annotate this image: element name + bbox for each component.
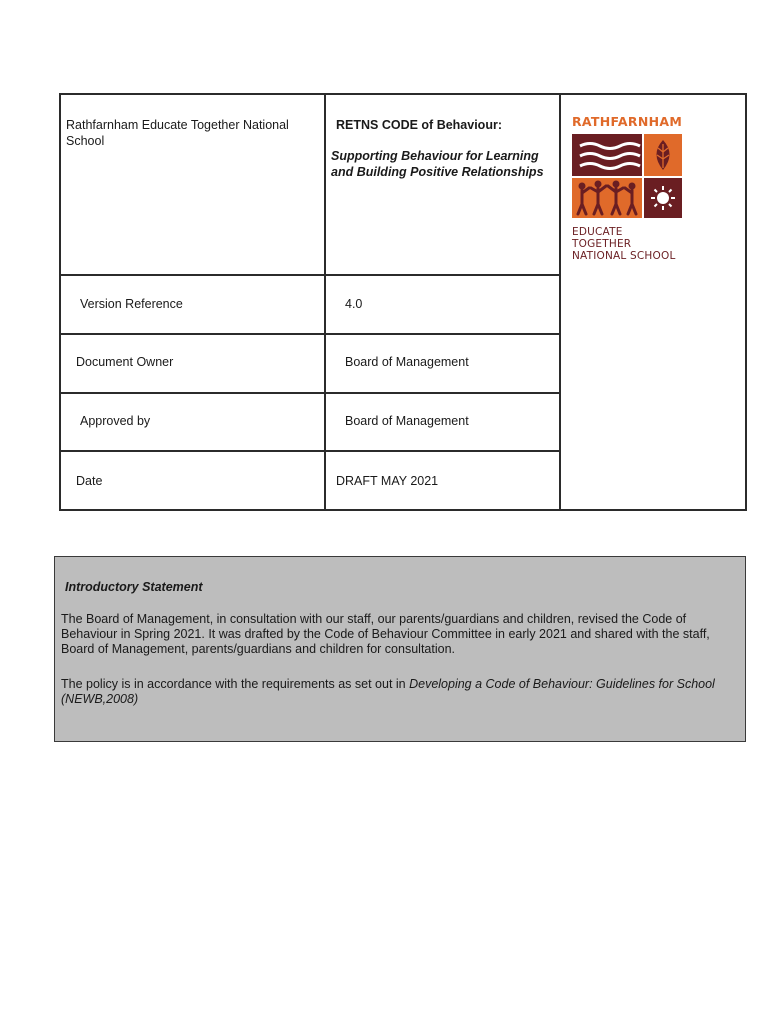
document-title: RETNS CODE of Behaviour: — [336, 118, 502, 132]
introductory-statement-box — [54, 556, 746, 742]
approved-by-value: Board of Management — [345, 414, 469, 428]
intro-paragraph-2 — [61, 677, 731, 707]
date-value: DRAFT MAY 2021 — [336, 474, 439, 488]
document-subtitle: Supporting Behaviour for Learning and Building Positive Relationships — [331, 149, 544, 179]
document-owner-value: Board of Management — [345, 355, 469, 369]
intro-heading: Introductory Statement — [65, 580, 203, 594]
intro-paragraph-2-text: The policy is in accordance with the requirements as set out in — [61, 677, 410, 691]
version-reference-label: Version Reference — [80, 297, 183, 311]
logo-top-text: RATHFARNHAM — [572, 114, 683, 129]
approved-by-label: Approved by — [80, 414, 151, 428]
logo-bottom-line1: EDUCATE TOGETHER — [572, 226, 632, 250]
intro-paragraph-1: The Board of Management, in consultation with our staff, our parents/guardians and children, revised the Code of Behaviour in Spring 2021. It was drafted by the Code of Behaviour Committee in early 2021 and shared with the staff, Board of Management, parents/guardians and children for consultation. — [61, 612, 710, 656]
school-logo — [572, 114, 684, 262]
logo-bottom-line2: NATIONAL SCHOOL — [572, 250, 676, 262]
date-label: Date — [76, 474, 103, 488]
logo-emblem — [572, 134, 682, 218]
document-owner-label: Document Owner — [76, 355, 174, 369]
version-reference-value: 4.0 — [345, 297, 363, 311]
school-name: Rathfarnham Educate Together National School — [66, 118, 289, 148]
intro-paragraph-2-citation: Developing a Code of Behaviour: Guidelines for School (NEWB,2008) — [61, 677, 715, 706]
